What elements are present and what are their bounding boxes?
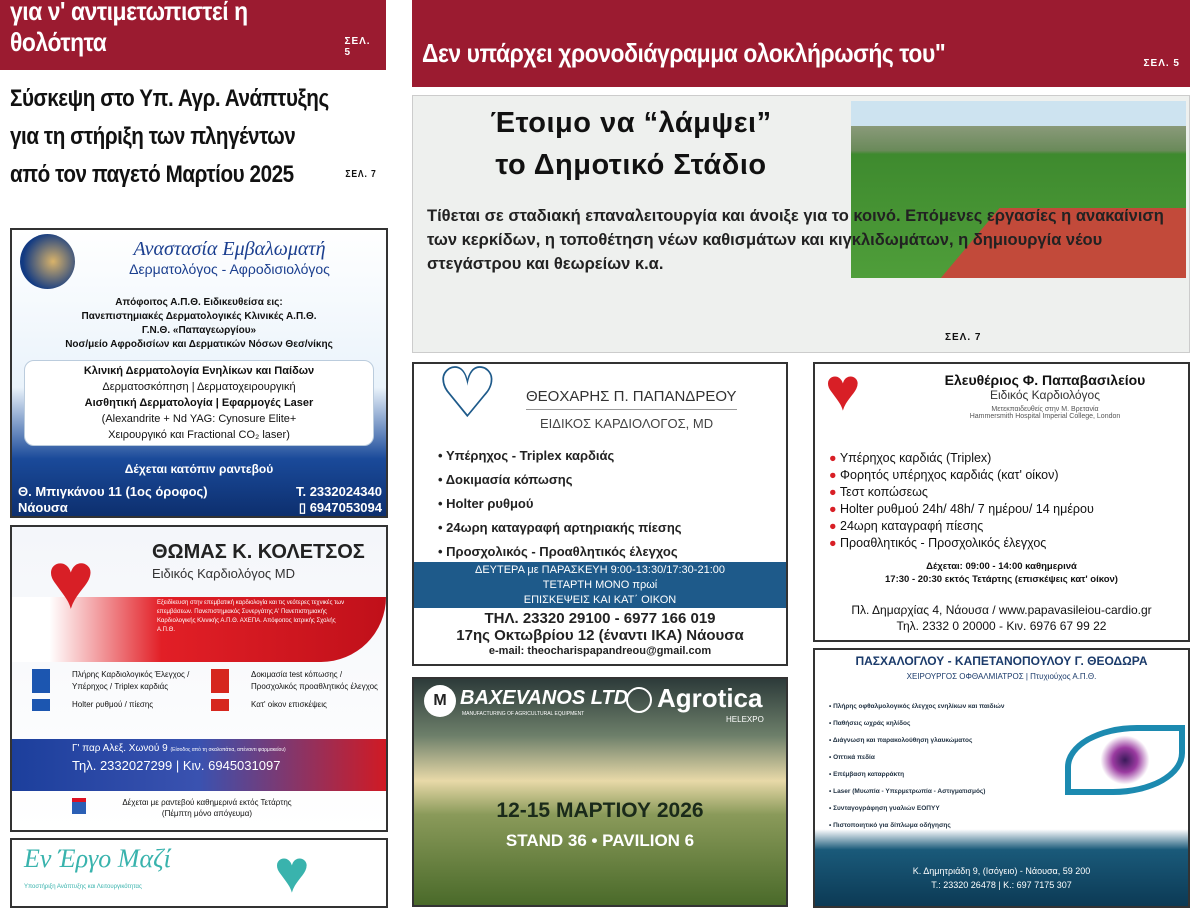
address-note: (Είσοδος από τη σκαλοπάτια, απέναντι φαρμακείου) <box>170 747 286 753</box>
expo-subtitle: HELEXPO <box>726 715 764 724</box>
service: • Επέμβαση καταρράκτη <box>829 766 1005 783</box>
credential: Απόφοιτος Α.Π.Θ. Ειδικευθείσα εις: <box>115 297 283 308</box>
address: Πλ. Δημαρχίας 4, Νάουσα / www.papavasileiou-cardio.gr <box>851 603 1152 617</box>
doctor-name: Ελευθέριος Φ. Παπαβασιλείου <box>944 372 1146 388</box>
dermatologist-ad[interactable] <box>10 228 388 518</box>
hours-note: (Πέμπτη μόνο απόγευμα) <box>161 809 253 818</box>
service: ● Τεστ κοπώσεως <box>829 485 928 499</box>
service: Δοκιμασία test κόπωσης / Προσχολικός προαθλητικός έλεγχος <box>211 669 382 693</box>
service: Αισθητική Δερματολογία | Εφαρμογές Laser <box>84 397 314 409</box>
service: • Προσχολικός - Προαθλητικός έλεγχος <box>438 540 682 564</box>
heart-ecg-icon: ♡ <box>436 362 499 432</box>
service: Χειρουργικό και Fractional CO₂ laser) <box>108 429 290 441</box>
headline-line: για τη στήριξη των πληγέντων <box>10 123 296 150</box>
service: Κατ' οίκον επισκέψεις <box>211 699 382 711</box>
service: • Laser (Μυωπία - Υπερμετρωπία - Αστιγματισμός) <box>829 783 1005 800</box>
service: • Συνταγογράφηση γυαλιών ΕΟΠΥΥ <box>829 800 1005 817</box>
doctor-title: Ειδικός Καρδιολόγος <box>989 388 1101 402</box>
page-ref: ΣΕΛ. 7 <box>345 169 377 180</box>
brand-name: BAXEVANOS LTD <box>460 687 629 709</box>
credential: Γ.Ν.Θ. «Παπαγεωργίου» <box>141 325 257 336</box>
doctor-name: ΘΕΟΧΑΡΗΣ Π. ΠΑΠΑΝΔΡΕΟΥ <box>526 388 737 410</box>
expo-dates: 12-15 ΜΑΡΤΙΟΥ 2026 <box>496 799 704 822</box>
doctor-title: Ειδικός Καρδιολόγος MD <box>152 566 296 581</box>
right-banner-title: Δεν υπάρχει χρονοδιάγραμμα ολοκλήρωσής του" <box>422 38 946 68</box>
brand-subtitle: MANUFACTURING OF AGRICULTURAL EQUIPMENT <box>462 711 585 717</box>
service: • Πλήρης οφθαλμολογικός έλεγχος ενηλίκων και παιδιών <box>829 698 1005 715</box>
training: Hammersmith Hospital Imperial College, London <box>969 413 1121 420</box>
phones: ΤΗΛ. 23320 29100 - 6977 166 019 <box>484 610 716 627</box>
eye-illustration-icon <box>1065 725 1185 795</box>
page-ref: ΣΕΛ. 5 <box>1143 58 1180 69</box>
stadium-article[interactable] <box>412 95 1190 353</box>
calendar-icon <box>72 798 86 814</box>
service: ● Holter ρυθμού 24h/ 48h/ 7 ημέρου/ 14 ημέρου <box>829 502 1094 516</box>
page-ref: ΣΕΛ. 7 <box>945 332 982 343</box>
article-title: το Δημοτικό Στάδιο <box>495 149 767 181</box>
headline-line: από τον παγετό Μαρτίου 2025 <box>10 161 294 188</box>
address: Θ. Μπιγκάνου 11 (1ος όροφος) <box>18 484 208 499</box>
address: 17ης Οκτωβρίου 12 (έναντι ΙΚΑ) Νάουσα <box>456 627 744 644</box>
service: ● Προαθλητικός - Προσχολικός έλεγχος <box>829 536 1047 550</box>
hands-heart-icon: ♥ <box>274 838 310 905</box>
cardiologist-papandreou-ad[interactable] <box>412 362 788 666</box>
doctor-title: Δερματολόγος - Αφροδισιολόγος <box>129 261 330 277</box>
baxevanos-agrotica-ad[interactable] <box>412 677 788 907</box>
doctor-name: ΘΩΜΑΣ Κ. ΚΟΛΕΤΣΟΣ <box>152 541 365 563</box>
service: • Holter ρυθμού <box>438 492 682 516</box>
phones: Τ.: 23320 26478 | Κ.: 697 7175 307 <box>931 880 1072 890</box>
service: • 24ωρη καταγραφή αρτηριακής πίεσης <box>438 516 682 540</box>
service: ● 24ωρη καταγραφή πίεσης <box>829 519 984 533</box>
service: (Alexandrite + Nd YAG: Cynosure Elite+ <box>101 413 297 425</box>
hours: ΕΠΙΣΚΕΨΕΙΣ ΚΑΙ ΚΑΤ΄ ΟΙΚΟΝ <box>523 594 677 606</box>
left-banner-title: για ν' αντιμετωπιστεί η θολότητα <box>10 0 248 57</box>
left-headline-banner <box>0 0 386 70</box>
ophthalmologist-ad[interactable] <box>813 648 1190 908</box>
city: Νάουσα <box>18 500 68 515</box>
heart-ecg-icon: ♥ <box>825 362 861 423</box>
hours: 17:30 - 20:30 εκτός Τετάρτης (επισκέψεις κατ' οίκον) <box>885 574 1118 585</box>
cardiologist-koletsos-ad[interactable] <box>10 525 388 832</box>
heart-ecg-icon: ♥ <box>47 536 95 625</box>
credential: Πανεπιστημιακές Δερματολογικές Κλινικές Α.Π.Θ. <box>81 311 317 322</box>
baxevanos-logo-icon: M <box>424 685 456 717</box>
brand-name: Εν Έργο Μαζί <box>24 844 171 873</box>
doctor-title: ΧΕΙΡΟΥΡΓΟΣ ΟΦΘΑΛΜΙΑΤΡΟΣ | Πτυχιούχος Α.Π.Θ. <box>906 672 1097 681</box>
service: Holter ρυθμού / πίεσης <box>32 699 203 711</box>
address: Κ. Δημητριάδη 9, (Ισόγειο) - Νάουσα, 59 200 <box>912 866 1091 876</box>
brand-subtitle: Υποστήριξη Ανάπτυξης και Λειτουργικότητας <box>24 884 142 890</box>
article-title: Έτοιμο να “λάμψει” <box>490 107 772 139</box>
article-body: Τίθεται σε σταδιακή επαναλειτουργία και άνοιξε για το κοινό. Επόμενες εργασίες η ανακαίνιση των κερκίδων, η τοποθέτηση νέων καθισμάτων και κιγκλιδωμάτων, η δημιουργία νέου στεγάστρου και θεωρείων κ.α. <box>427 207 1164 273</box>
service: • Διάγνωση και παρακολούθηση γλαυκώματος <box>829 732 1005 749</box>
woman-profile-logo-icon <box>20 234 75 289</box>
hours: Δέχεται με ραντεβού καθημερινά εκτός Τετάρτης <box>122 798 292 807</box>
doctor-name: Αναστασία Εμβαλωματή <box>133 238 326 260</box>
doctor-bio: Εξειδίκευση στην επεμβατική καρδιολογία και τις νεότερες τεχνικές των επεμβάσεων. Πανεπιστημιακός Συνεργάτης Α' Πανεπιστημιακής Καρδιολογικής Κλινικής Α.Π.Θ. ΑΧΕΠΑ. Απόφοιτος Ιατρικής Σχολής Α.Π.Θ. <box>157 600 345 633</box>
service: • Οπτικά πεδία <box>829 749 1005 766</box>
phones: Τηλ. 2332 0 20000 - Κιν. 6976 67 99 22 <box>896 619 1107 633</box>
agrotica-logo-icon <box>626 687 652 713</box>
credential: Νοσ/μείο Αφροδισίων και Δερματικών Νόσων Θεσ/νίκης <box>65 339 333 350</box>
service: ● Υπέρηχος καρδιάς (Triplex) <box>829 451 992 465</box>
doctor-title: ΕΙΔΙΚΟΣ ΚΑΡΔΙΟΛΟΓΟΣ, MD <box>540 416 714 431</box>
address: Γ' παρ Αλεξ. Χωνού 9 <box>72 743 168 754</box>
service: ● Φορητός υπέρηχος καρδιάς (κατ' οίκον) <box>829 468 1059 482</box>
expo-stand: STAND 36 • PAVILION 6 <box>505 831 695 850</box>
cardiologist-papavasileiou-ad[interactable] <box>813 362 1190 642</box>
page-ref: ΣΕΛ. 5 <box>344 36 371 58</box>
mobile-phone-icon: ▯ <box>298 500 310 515</box>
phones: Τηλ. 2332027299 | Κιν. 6945031097 <box>72 758 281 773</box>
phone: Τ. 2332024340 <box>295 484 382 499</box>
service: Δερματοσκόπηση | Δερματοχειρουργική <box>102 381 296 393</box>
service: Πλήρης Καρδιολογικός Έλεγχος / Υπέρηχος / Triplex καρδιάς <box>32 669 203 693</box>
email[interactable]: e-mail: theocharispapandreou@gmail.com <box>488 645 712 657</box>
service: • Υπέρηχος - Triplex καρδιάς <box>438 444 682 468</box>
service: Κλινική Δερματολογία Ενηλίκων και Παίδων <box>83 365 315 377</box>
doctor-name: ΠΑΣΧΑΛΟΓΛΟΥ - ΚΑΠΕΤΑΝΟΠΟΥΛΟΥ Γ. ΘΕΟΔΩΡΑ <box>855 654 1148 668</box>
appointment-note: Δέχεται κατόπιν ραντεβού <box>124 462 274 476</box>
hours: ΤΕΤΑΡΤΗ ΜΟΝΟ πρωί <box>542 579 658 591</box>
hours: ΔΕΥΤΕΡΑ με ΠΑΡΑΣΚΕΥΗ 9:00-13:30/17:30-21:00 <box>474 564 725 576</box>
hours: Δέχεται: 09:00 - 14:00 καθημερινά <box>926 561 1077 572</box>
service: • Πιστοποιητικό για δίπλωμα οδήγησης <box>829 817 1005 834</box>
expo-name: Agrotica <box>657 683 763 713</box>
mobile: 6947053094 <box>309 500 382 515</box>
en-ergo-mazi-ad[interactable] <box>10 838 388 908</box>
service: • Δοκιμασία κόπωσης <box>438 468 682 492</box>
training: Μετεκπαιδευθείς στην Μ. Βρετανία <box>991 406 1099 413</box>
headline-line: Σύσκεψη στο Υπ. Αγρ. Ανάπτυξης <box>10 85 329 112</box>
service: • Παθήσεις ωχράς κηλίδος <box>829 715 1005 732</box>
left-article-headline[interactable] <box>10 80 388 194</box>
right-headline-banner <box>412 0 1190 87</box>
